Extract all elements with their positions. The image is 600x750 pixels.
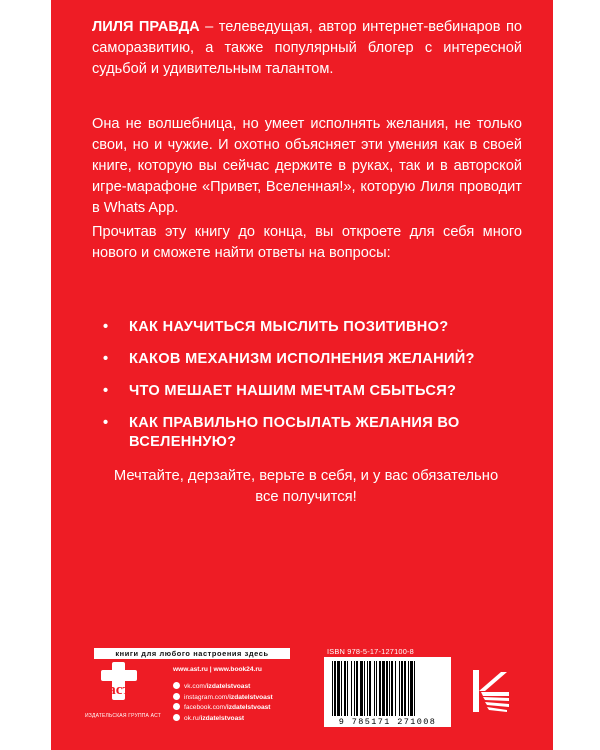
facebook-icon — [173, 703, 180, 710]
barcode-digits: 9 785171 271008 — [338, 717, 437, 727]
instagram-icon — [173, 693, 180, 700]
publisher-slogan: книги для любого настроения здесь — [94, 648, 290, 659]
barcode-bar — [391, 661, 393, 716]
social-handle: izdatelstvoast — [200, 714, 245, 722]
barcode-bar — [399, 661, 400, 716]
barcode-bar — [369, 661, 371, 716]
k-logo-icon — [471, 666, 511, 716]
closing-message: Мечтайте, дерзайте, верьте в себя, и у вас обязательно все получится! — [113, 468, 499, 505]
barcode-bar — [364, 661, 365, 716]
ast-logo-text: аст — [108, 682, 130, 698]
vk-icon — [173, 682, 180, 689]
question-item — [103, 350, 503, 369]
bullet-icon: • — [103, 351, 109, 367]
question-text: КАК ПРАВИЛЬНО ПОСЫЛАТЬ ЖЕЛАНИЯ ВО ВСЕЛЕННУЮ? — [129, 415, 460, 450]
bullet-icon: • — [103, 383, 109, 399]
barcode-bar — [401, 661, 403, 716]
barcode-bar — [347, 661, 348, 716]
social-link[interactable] — [173, 693, 273, 704]
description-paragraph: Она не волшебница, но умеет исполнять желания, не только свои, но и чужие. И охотно объясняет эти умения как в своей книге, которую вы сейчас держите в руках, так и в авторской игре-марафоне «Привет, Вселенная!», которую Лиля проводит в Whats App. — [92, 116, 522, 216]
publisher-caption: ИЗДАТЕЛЬСКАЯ ГРУППА АСТ — [85, 713, 161, 719]
barcode-bar — [374, 661, 375, 716]
barcode-bar — [356, 661, 358, 716]
barcode-bar — [344, 661, 346, 716]
barcode-bar — [379, 661, 381, 716]
barcode-bar — [386, 661, 388, 716]
social-link[interactable] — [173, 682, 273, 693]
barcode-bar — [367, 661, 368, 716]
question-text: КАКОВ МЕХАНИЗМ ИСПОЛНЕНИЯ ЖЕЛАНИЙ? — [129, 351, 475, 367]
author-intro-text: – телеведущая, автор интернет-вебинаров по саморазвитию, а также популярный блогер с интересной судьбой и удивительным талантом. — [92, 19, 522, 77]
social-handle: izdatelstvoast — [229, 693, 273, 701]
ast-logo-icon — [98, 662, 140, 710]
social-prefix: ok.ru/ — [184, 714, 201, 722]
question-item — [103, 382, 503, 401]
ast-logo — [98, 662, 140, 710]
social-prefix: vk.com/ — [184, 683, 207, 690]
questions-lead: Прочитав эту книгу до конца, вы откроете для себя много нового и сможете найти ответы на вопросы: — [92, 224, 522, 261]
social-handle: izdatelstvoast — [226, 704, 271, 711]
bullet-icon: • — [103, 415, 109, 431]
question-text: КАК НАУЧИТЬСЯ МЫСЛИТЬ ПОЗИТИВНО? — [129, 319, 449, 335]
author-intro — [92, 17, 522, 80]
barcode-bar — [404, 661, 406, 716]
barcode-bar — [354, 661, 355, 716]
question-item — [103, 318, 503, 337]
bullet-icon: • — [103, 319, 109, 335]
barcode-bar — [334, 661, 336, 716]
barcode-bar — [382, 661, 385, 716]
publisher-websites: www.ast.ru | www.book24.ru — [173, 666, 262, 673]
social-link[interactable] — [173, 703, 273, 714]
barcode-bar — [408, 661, 409, 716]
barcode-bar — [376, 661, 377, 716]
barcode-bars — [330, 661, 445, 716]
barcode-bar — [414, 661, 415, 716]
k-imprint-logo — [471, 666, 511, 716]
barcode-bar — [410, 661, 413, 716]
barcode-bar — [341, 661, 342, 716]
social-handle: izdatelstvoast — [206, 683, 251, 690]
barcode — [324, 657, 451, 727]
author-name: ЛИЛЯ ПРАВДА — [92, 19, 200, 35]
social-links — [173, 682, 273, 724]
barcode-bar — [337, 661, 340, 716]
odnoklassniki-icon — [173, 714, 180, 721]
question-text: ЧТО МЕШАЕТ НАШИМ МЕЧТАМ СБЫТЬСЯ? — [129, 383, 457, 399]
question-item — [103, 414, 503, 452]
social-prefix: facebook.com/ — [184, 704, 227, 711]
questions-list — [103, 318, 503, 465]
isbn: ISBN 978-5-17-127100-8 — [327, 647, 414, 656]
barcode-bar — [389, 661, 390, 716]
barcode-bar — [395, 661, 396, 716]
barcode-bar — [360, 661, 363, 716]
social-prefix: instagram.com/ — [184, 693, 230, 701]
barcode-bar — [332, 661, 333, 716]
barcode-bar — [351, 661, 352, 716]
social-link[interactable] — [173, 714, 273, 725]
back-cover — [51, 0, 553, 750]
